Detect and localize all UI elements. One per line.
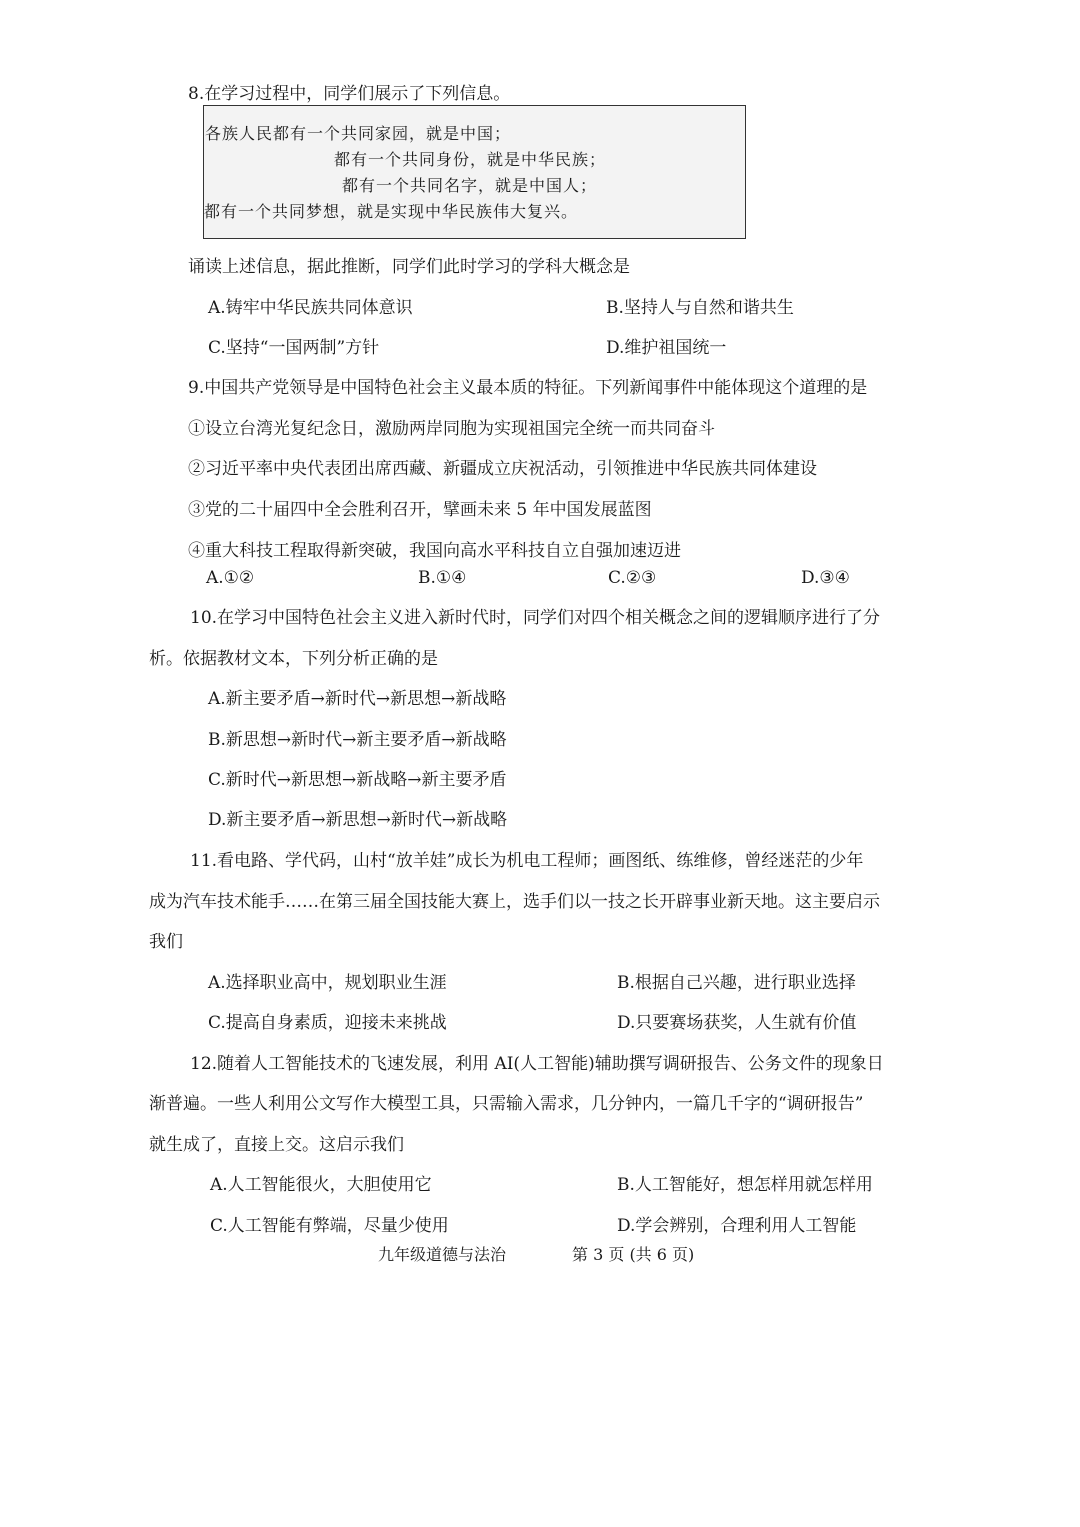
q8-box-line-1: 各族人民都有一个共同家园，就是中国； — [205, 124, 512, 143]
q12-option-d: D.学会辨别，合理利用人工智能 — [617, 1216, 857, 1236]
q8-box-line-3: 都有一个共同名字，就是中国人； — [342, 176, 598, 195]
q11-option-d: D.只要赛场获奖，人生就有价值 — [617, 1013, 857, 1033]
q9-item-4: ④重大科技工程取得新突破，我国向高水平科技自立自强加速迈进 — [188, 541, 681, 561]
q9-item-2: ②习近平率中央代表团出席西藏、新疆成立庆祝活动，引领推进中华民族共同体建设 — [188, 459, 817, 479]
q11-stem-line-1: 11.看电路、学代码，山村“放羊娃”成长为机电工程师；画图纸、练维修，曾经迷茫的少年 — [190, 851, 864, 871]
q8-question: 诵读上述信息，据此推断，同学们此时学习的学科大概念是 — [188, 257, 630, 277]
q12-option-b: B.人工智能好，想怎样用就怎样用 — [617, 1175, 873, 1195]
q11-stem-line-2: 成为汽车技术能手……在第三届全国技能大赛上，选手们以一技之长开辟事业新天地。这主要启示 — [149, 892, 880, 912]
q8-option-a: A.铸牢中华民族共同体意识 — [208, 298, 413, 318]
q11-stem-line-3: 我们 — [149, 932, 183, 952]
q10-option-c: C.新时代→新思想→新战略→新主要矛盾 — [208, 770, 507, 790]
q12-stem-line-2: 渐普遍。一些人利用公文写作大模型工具，只需输入需求，几分钟内，一篇几千字的“调研报告” — [149, 1094, 864, 1114]
q9-item-1: ①设立台湾光复纪念日，激励两岸同胞为实现祖国完全统一而共同奋斗 — [188, 419, 715, 439]
q11-option-c: C.提高自身素质，迎接未来挑战 — [208, 1013, 447, 1033]
q12-option-a: A.人工智能很火，大胆使用它 — [210, 1175, 432, 1195]
q9-option-b: B.①④ — [418, 568, 467, 588]
q12-stem-line-3: 就生成了，直接上交。这启示我们 — [149, 1135, 404, 1155]
q11-option-a: A.选择职业高中，规划职业生涯 — [208, 973, 447, 993]
q9-item-3: ③党的二十届四中全会胜利召开，擘画未来 5 年中国发展蓝图 — [188, 500, 652, 520]
q11-option-b: B.根据自己兴趣，进行职业选择 — [617, 973, 856, 993]
q12-option-c: C.人工智能有弊端，尽量少使用 — [210, 1216, 449, 1236]
q10-option-a: A.新主要矛盾→新时代→新思想→新战略 — [208, 689, 507, 709]
q8-box-line-2: 都有一个共同身份，就是中华民族； — [334, 150, 607, 169]
q10-stem-line-1: 10.在学习中国特色社会主义进入新时代时，同学们对四个相关概念之间的逻辑顺序进行了分 — [190, 608, 881, 628]
q10-option-b: B.新思想→新时代→新主要矛盾→新战略 — [208, 730, 507, 750]
q8-box-line-4: 都有一个共同梦想，就是实现中华民族伟大复兴。 — [204, 202, 579, 221]
q8-info-box — [203, 105, 746, 239]
q9-option-d: D.③④ — [801, 568, 850, 588]
q10-option-d: D.新主要矛盾→新思想→新时代→新战略 — [208, 810, 508, 830]
footer-subject: 九年级道德与法治 — [378, 1245, 507, 1264]
q10-stem-line-2: 析。依据教材文本，下列分析正确的是 — [149, 649, 438, 669]
q9-option-c: C.②③ — [608, 568, 657, 588]
q9-option-a: A.①② — [206, 568, 255, 588]
q8-option-d: D.维护祖国统一 — [606, 338, 727, 358]
q8-option-b: B.坚持人与自然和谐共生 — [606, 298, 794, 318]
q8-option-c: C.坚持“一国两制”方针 — [208, 338, 380, 358]
footer-page-number: 第 3 页 (共 6 页) — [572, 1245, 695, 1264]
q8-stem: 8.在学习过程中，同学们展示了下列信息。 — [188, 84, 511, 104]
q12-stem-line-1: 12.随着人工智能技术的飞速发展，利用 AI(人工智能)辅助撰写调研报告、公务文件的现象日 — [190, 1054, 884, 1074]
q9-stem: 9.中国共产党领导是中国特色社会主义最本质的特征。下列新闻事件中能体现这个道理的是 — [188, 378, 868, 398]
